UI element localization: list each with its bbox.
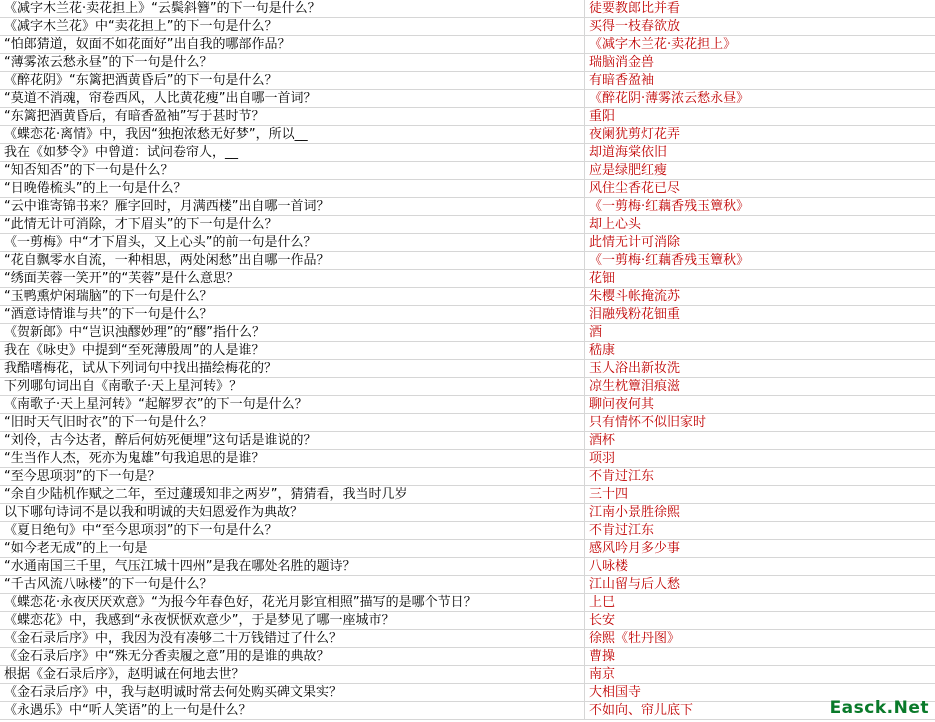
answer-cell: 不如向、帘儿底下 <box>589 702 694 718</box>
table-row <box>0 558 935 576</box>
table-row <box>0 702 935 720</box>
answer-cell: 徒要教郎比并看 <box>589 0 681 16</box>
table-row <box>0 504 935 522</box>
table-row <box>0 72 935 90</box>
answer-cell: 《一剪梅·红藕香残玉簟秋》 <box>589 198 750 214</box>
answer-cell: 聊问夜何其 <box>589 396 655 412</box>
question-cell: “如今老无成”的上一句是 <box>0 540 585 558</box>
answer-cell: 大相国寺 <box>589 684 642 700</box>
question-cell: “余自少陆机作赋之二年，至过蘧瑗知非之两岁”，猜猜看，我当时几岁 <box>0 486 585 504</box>
question-cell: 《蝶恋花·离情》中，我因“独抱浓愁无好梦”，所以__ <box>0 126 585 144</box>
answer-cell: 曹操 <box>589 648 616 664</box>
answer-cell: 应是绿肥红瘦 <box>589 162 668 178</box>
answer-cell: 花钿 <box>589 270 616 286</box>
table-row <box>0 540 935 558</box>
table-row <box>0 432 935 450</box>
answer-cell: 买得一枝春欲放 <box>589 18 681 34</box>
answer-cell: 《减字木兰花·卖花担上》 <box>589 36 737 52</box>
question-cell: “酒意诗情谁与共”的下一句是什么？ <box>0 306 585 324</box>
table-row <box>0 594 935 612</box>
answer-cell: 泪融残粉花钿重 <box>589 306 681 322</box>
question-cell: “玉鸭熏炉闲瑞脑”的下一句是什么？ <box>0 288 585 306</box>
answer-cell: 八咏楼 <box>589 558 629 574</box>
table-row <box>0 90 935 108</box>
question-cell: “薄雾浓云愁永昼”的下一句是什么？ <box>0 54 585 72</box>
question-cell: 《金石录后序》中，我因为没有凑够二十万钱错过了什么？ <box>0 630 585 648</box>
question-cell: 以下哪句诗词不是以我和明诚的夫妇恩爱作为典故？ <box>0 504 585 522</box>
answer-cell: 只有情怀不似旧家时 <box>589 414 707 430</box>
question-cell: 《夏日绝句》中“至今思项羽”的下一句是什么？ <box>0 522 585 540</box>
answer-cell: 不肯过江东 <box>589 522 655 538</box>
table-row <box>0 468 935 486</box>
question-cell: “云中谁寄锦书来？雁字回时，月满西楼”出自哪一首词？ <box>0 198 585 216</box>
answer-cell: 长安 <box>589 612 616 628</box>
answer-cell: 江山留与后人愁 <box>589 576 681 592</box>
question-cell: 《永遇乐》中“听人笑语”的上一句是什么？ <box>0 702 585 720</box>
question-cell: 我在《咏史》中提到“至死薄殷周”的人是谁？ <box>0 342 585 360</box>
table-row <box>0 342 935 360</box>
question-cell: “刘伶，古今达者，醉后何妨死便埋”这句话是谁说的？ <box>0 432 585 450</box>
table-row <box>0 198 935 216</box>
table-row <box>0 522 935 540</box>
answer-cell: 不肯过江东 <box>589 468 655 484</box>
question-cell: 《醉花阴》“东篱把酒黄昏后”的下一句是什么？ <box>0 72 585 90</box>
answer-cell: 南京 <box>589 666 616 682</box>
question-cell: “花自飘零水自流，一种相思，两处闲愁”出自哪一作品？ <box>0 252 585 270</box>
table-row <box>0 144 935 162</box>
answer-cell: 《一剪梅·红藕香残玉簟秋》 <box>589 252 750 268</box>
question-cell: 《减字木兰花》中“卖花担上”的下一句是什么？ <box>0 18 585 36</box>
question-cell: 《一剪梅》中“才下眉头，又上心头”的前一句是什么？ <box>0 234 585 252</box>
answer-cell: 此情无计可消除 <box>589 234 681 250</box>
question-cell: 根据《金石录后序》，赵明诚在何地去世？ <box>0 666 585 684</box>
table-row <box>0 396 935 414</box>
question-cell: 《蝶恋花》中，我感到“永夜恹恹欢意少”，于是梦见了哪一座城市？ <box>0 612 585 630</box>
table-row <box>0 324 935 342</box>
question-cell: “此情无计可消除，才下眉头”的下一句是什么？ <box>0 216 585 234</box>
answer-cell: 却上心头 <box>589 216 642 232</box>
question-cell: “旧时天气旧时衣”的下一句是什么？ <box>0 414 585 432</box>
table-row <box>0 450 935 468</box>
question-cell: “日晚倦梳头”的上一句是什么？ <box>0 180 585 198</box>
table-row <box>0 630 935 648</box>
table-row <box>0 234 935 252</box>
answer-cell: 瑞脑消金兽 <box>589 54 655 70</box>
answer-cell: 项羽 <box>589 450 616 466</box>
table-row <box>0 576 935 594</box>
question-cell: “千古风流八咏楼”的下一句是什么？ <box>0 576 585 594</box>
question-cell: “怕郎猜道，奴面不如花面好”出自我的哪部作品？ <box>0 36 585 54</box>
answer-cell: 有暗香盈袖 <box>589 72 655 88</box>
table-row <box>0 648 935 666</box>
question-cell: 《金石录后序》中，我与赵明诚时常去何处购买碑文果实？ <box>0 684 585 702</box>
table-row <box>0 612 935 630</box>
table-row <box>0 162 935 180</box>
question-cell: “莫道不消魂，帘卷西风，人比黄花瘦”出自哪一首词？ <box>0 90 585 108</box>
table-row <box>0 0 935 18</box>
answer-cell: 却道海棠依旧 <box>589 144 668 160</box>
answer-cell: 玉人浴出新妆洗 <box>589 360 681 376</box>
answer-cell: 夜阑犹剪灯花弄 <box>589 126 681 142</box>
answer-cell: 朱樱斗帐掩流苏 <box>589 288 681 304</box>
answer-cell: 风住尘香花已尽 <box>589 180 681 196</box>
table-row <box>0 666 935 684</box>
question-cell: 我酷嗜梅花，试从下列词句中找出描绘梅花的？ <box>0 360 585 378</box>
table-row <box>0 306 935 324</box>
question-cell: 下列哪句词出自《南歌子·天上星河转》？ <box>0 378 585 396</box>
table-row <box>0 252 935 270</box>
table-row <box>0 54 935 72</box>
answer-cell: 感风吟月多少事 <box>589 540 681 556</box>
question-cell: 我在《如梦令》中曾道：试问卷帘人，__ <box>0 144 585 162</box>
question-cell: 《金石录后序》中“殊无分香卖履之意”用的是谁的典故？ <box>0 648 585 666</box>
question-cell: “绣面芙蓉一笑开”的“芙蓉”是什么意思？ <box>0 270 585 288</box>
question-cell: “至今思项羽”的下一句是？ <box>0 468 585 486</box>
table-row <box>0 18 935 36</box>
answer-cell: 《醉花阴·薄雾浓云愁永昼》 <box>589 90 750 106</box>
table-row <box>0 486 935 504</box>
table-row <box>0 216 935 234</box>
table-row <box>0 36 935 54</box>
question-cell: “知否知否”的下一句是什么？ <box>0 162 585 180</box>
table-row <box>0 288 935 306</box>
question-cell: 《贺新郎》中“岂识浊醪妙理”的“醪”指什么？ <box>0 324 585 342</box>
table-row <box>0 126 935 144</box>
answer-cell: 重阳 <box>589 108 616 124</box>
answer-cell: 酒 <box>589 324 603 340</box>
question-cell: 《蝶恋花·永夜厌厌欢意》“为报今年春色好，花光月影宜相照”描写的是哪个节日？ <box>0 594 585 612</box>
answer-cell: 凉生枕簟泪痕滋 <box>589 378 681 394</box>
question-cell: 《南歌子·天上星河转》“起解罗衣”的下一句是什么？ <box>0 396 585 414</box>
answer-cell: 江南小景胜徐熙 <box>589 504 681 520</box>
answer-cell: 酒杯 <box>589 432 616 448</box>
answer-cell: 徐熙《牡丹图》 <box>589 630 681 646</box>
table-row <box>0 108 935 126</box>
site-watermark: Easck.Net <box>829 698 929 718</box>
table-row <box>0 414 935 432</box>
question-cell: “水通南国三千里，气压江城十四州”是我在哪处名胜的题诗？ <box>0 558 585 576</box>
answer-cell: 嵇康 <box>589 342 616 358</box>
question-cell: “东篱把酒黄昏后，有暗香盈袖”写于甚时节？ <box>0 108 585 126</box>
table-row <box>0 378 935 396</box>
answer-cell: 三十四 <box>589 486 629 502</box>
answer-cell: 上巳 <box>589 594 616 610</box>
question-cell: “生当作人杰，死亦为鬼雄”句我追思的是谁？ <box>0 450 585 468</box>
question-cell: 《减字木兰花·卖花担上》“云鬓斜簪”的下一句是什么？ <box>0 0 585 18</box>
table-row <box>0 360 935 378</box>
table-row <box>0 684 935 702</box>
table-row <box>0 270 935 288</box>
table-row <box>0 180 935 198</box>
